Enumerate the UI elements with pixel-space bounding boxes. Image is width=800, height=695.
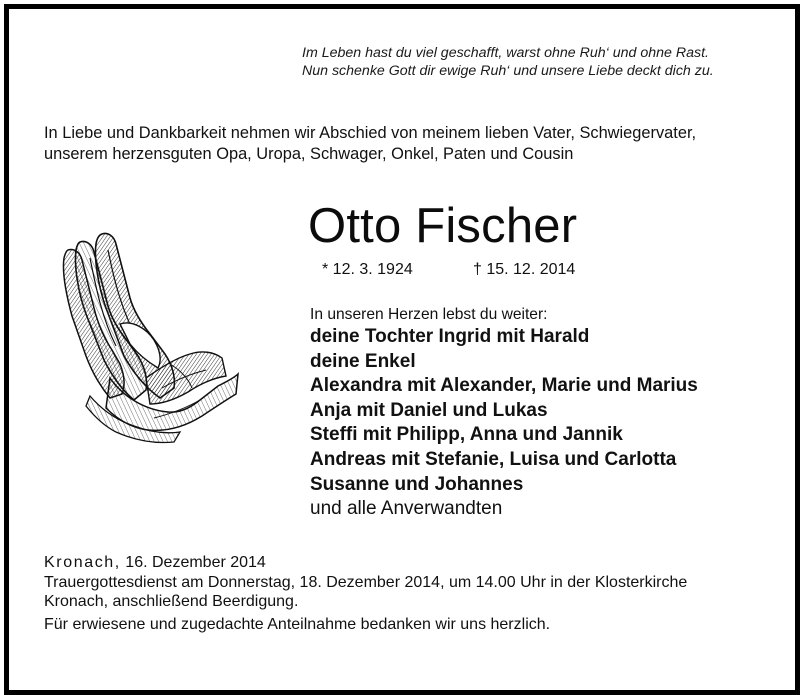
relative-line: Anja mit Daniel und Lukas <box>310 399 548 421</box>
motto-line: Im Leben hast du viel geschafft, warst ohne Ruh‘ und ohne Rast. <box>302 45 709 61</box>
service-line: Trauergottesdienst am Donnerstag, 18. Dezember 2014, um 14.00 Uhr in der Klosterkirche <box>44 573 688 591</box>
service-line: Kronach, anschließend Beerdigung. <box>44 593 299 610</box>
relative-line: Alexandra mit Alexander, Marie und Marius <box>310 375 698 397</box>
intro-line: In Liebe und Dankbarkeit nehmen wir Abschied von meinem lieben Vater, Schwiegervater, <box>44 124 697 142</box>
relative-line: Susanne und Johannes <box>310 473 524 495</box>
place: Kronach, <box>44 554 121 571</box>
praying-hands-icon <box>50 228 240 448</box>
relative-line: Andreas mit Stefanie, Luisa und Carlotta <box>310 448 677 470</box>
motto-verse <box>302 44 772 80</box>
relative-line: deine Tochter Ingrid mit Harald <box>310 326 590 347</box>
death-date: † 15. 12. 2014 <box>473 261 576 278</box>
notice-date: 16. Dezember 2014 <box>125 554 266 571</box>
relative-line: deine Enkel <box>310 350 416 372</box>
place-date-line <box>44 553 784 573</box>
birth-date: * 12. 3. 1924 <box>322 261 413 278</box>
intro-text <box>44 123 784 165</box>
mourners-closing: und alle Anverwandten <box>310 498 503 520</box>
deceased-name: Otto Fischer <box>308 199 578 253</box>
mourners-lead: In unseren Herzen lebst du weiter: <box>310 306 548 323</box>
motto-line: Nun schenke Gott dir ewige Ruh‘ und unsere Liebe deckt dich zu. <box>302 63 714 79</box>
mourners-list <box>310 305 780 520</box>
relative-line: Steffi mit Philipp, Anna und Jannik <box>310 424 623 446</box>
thanks-line: Für erwiesene und zugedachte Anteilnahme bedanken wir uns herzlich. <box>44 615 551 633</box>
intro-line: unserem herzensguten Opa, Uropa, Schwager, Onkel, Paten und Cousin <box>44 145 574 163</box>
footer-info <box>44 553 784 634</box>
